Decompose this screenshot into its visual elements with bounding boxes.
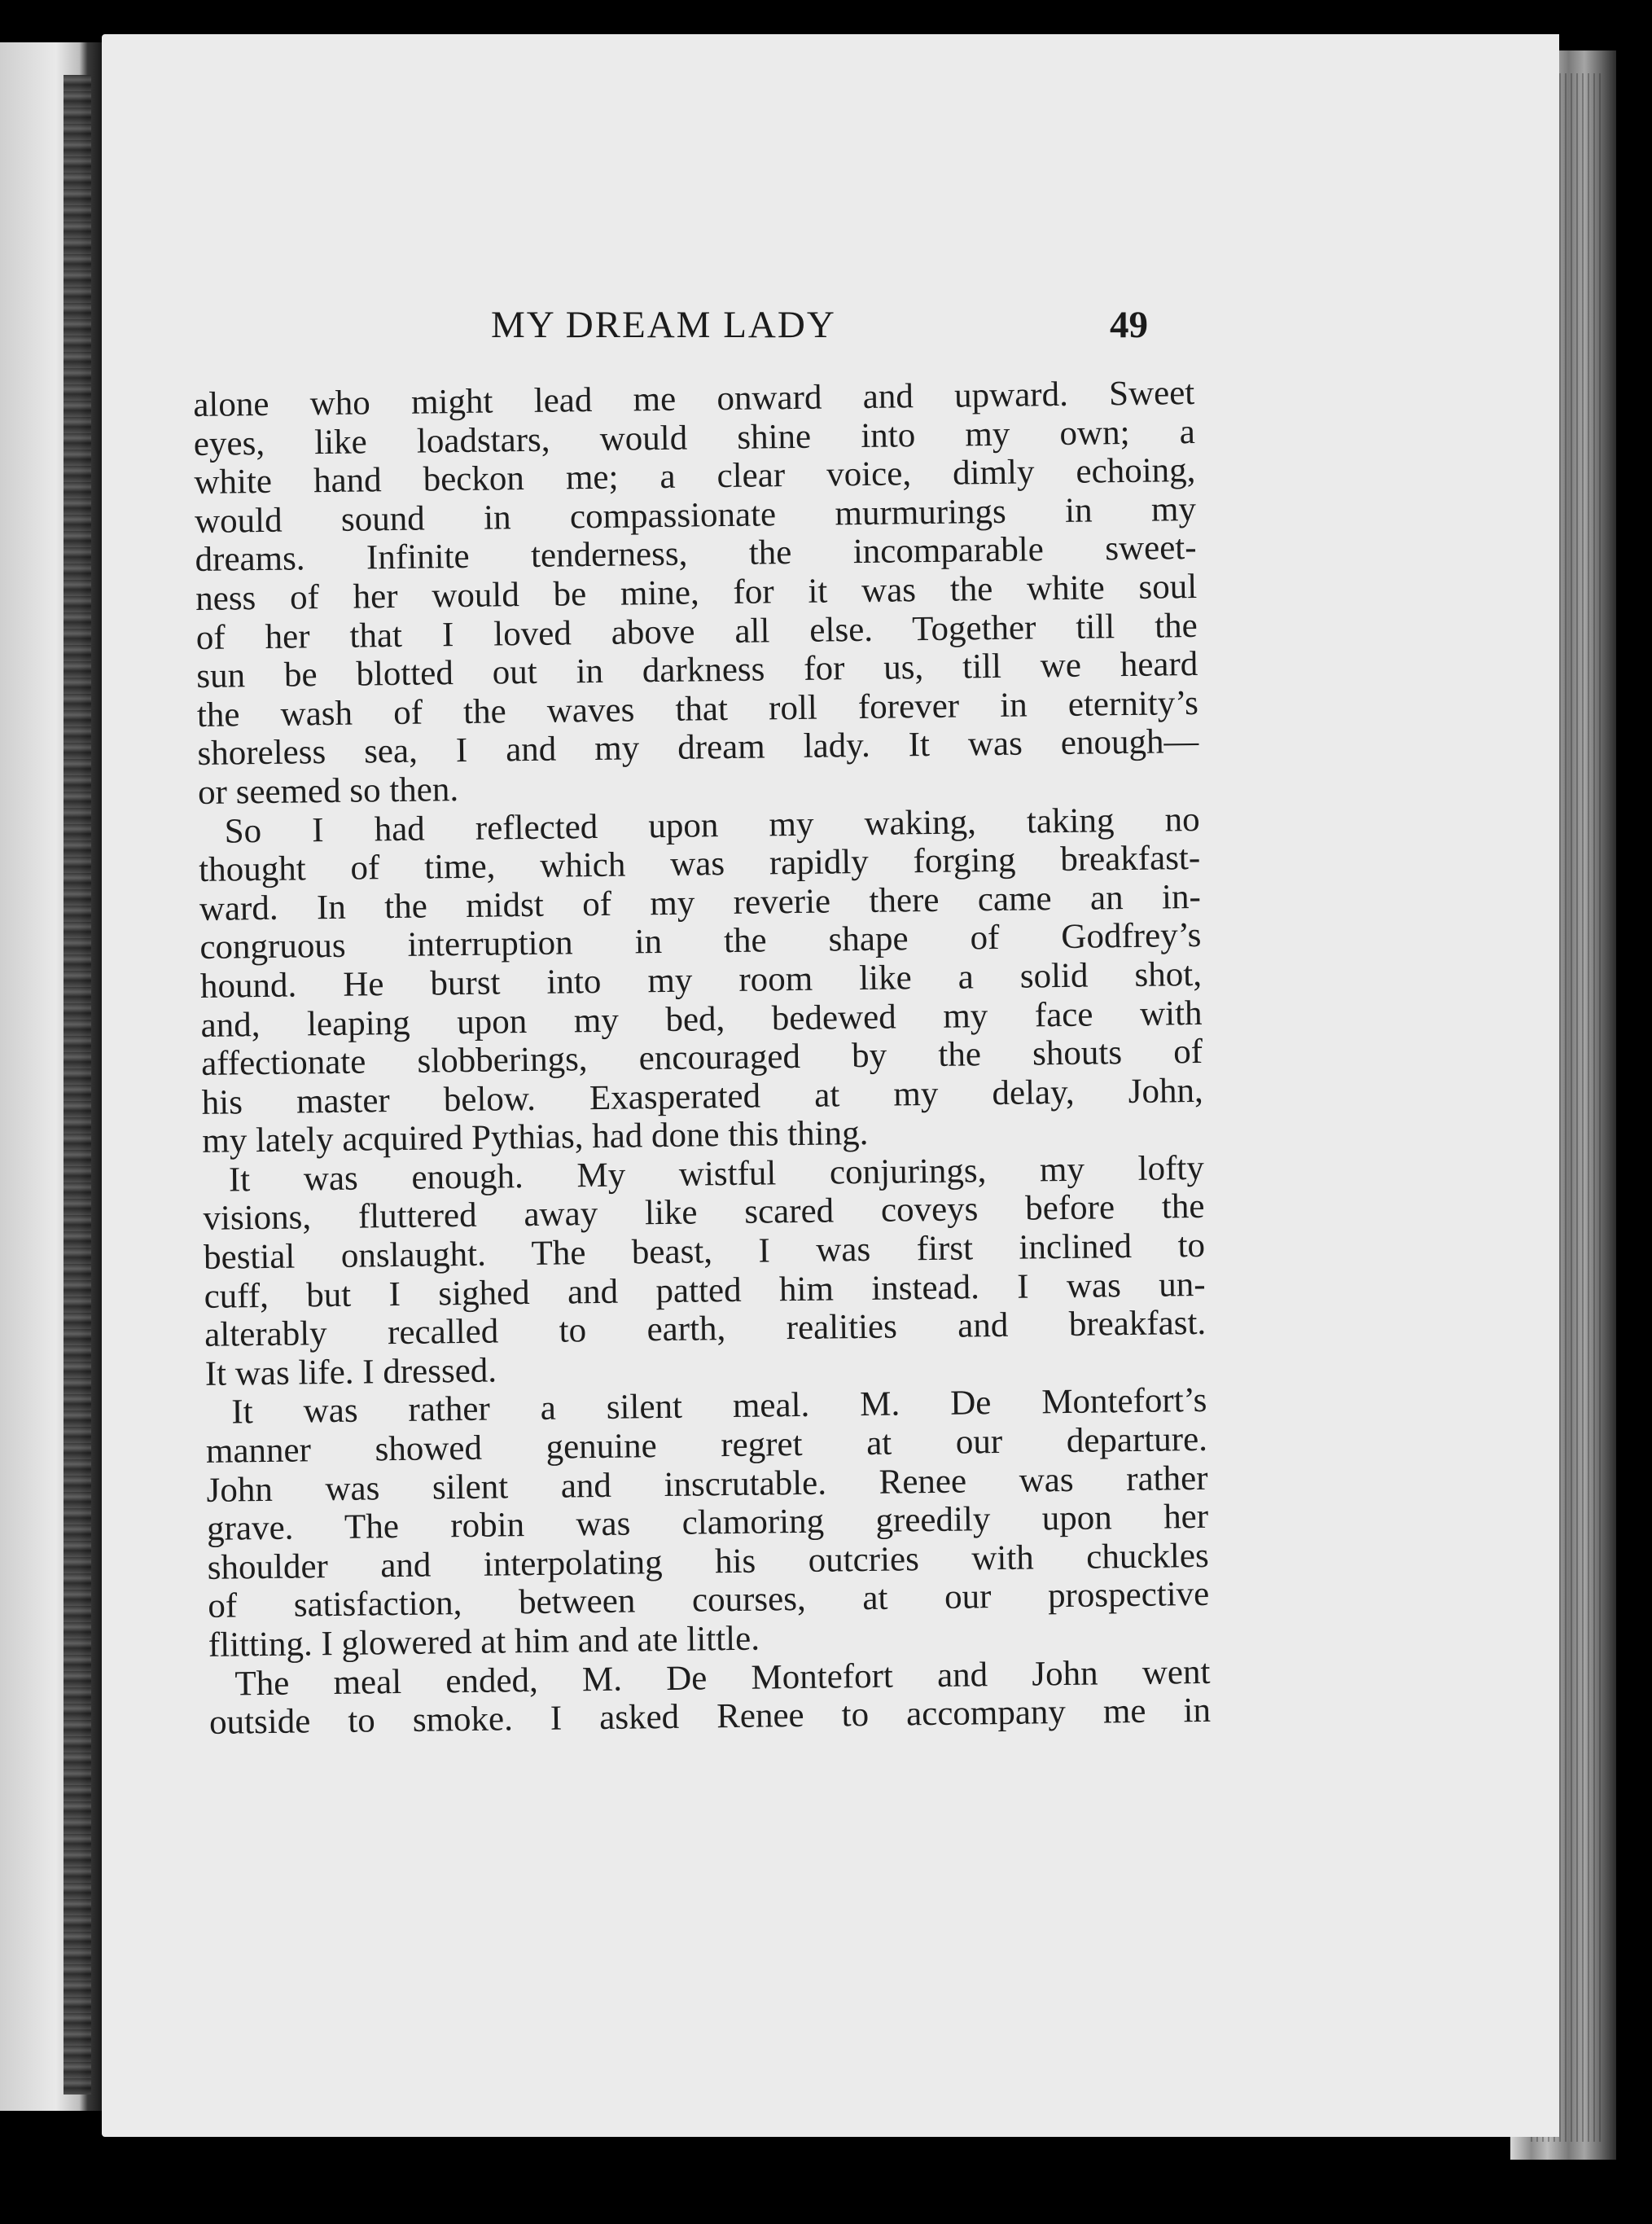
text-line: shoulder and interpolating his outcries with chuckles bbox=[207, 1536, 1209, 1587]
text-line: the wash of the waves that roll forever in eternity’s bbox=[196, 683, 1199, 735]
text-line: or seemed so then. bbox=[197, 770, 459, 812]
text-line: It was enough. My wistful conjurings, my lofty bbox=[228, 1148, 1205, 1200]
text-line: ness of her would be mine, for it was the white soul bbox=[195, 567, 1198, 618]
text-line: of satisfaction, between courses, at our prospective bbox=[208, 1575, 1210, 1626]
text-line: So I had reflected upon my waking, taking no bbox=[224, 800, 1200, 851]
text-line: The meal ended, M. De Montefort and John went bbox=[234, 1652, 1211, 1704]
text-line: It was rather a silent meal. M. De Montefort’s bbox=[231, 1381, 1207, 1432]
text-line: shoreless sea, I and my dream lady. It was enough— bbox=[197, 722, 1199, 774]
text-line: thought of time, which was rapidly forging breakfast- bbox=[198, 839, 1201, 890]
text-line: visions, fluttered away like scared coveys before the bbox=[203, 1187, 1205, 1239]
body-text bbox=[193, 374, 1211, 1743]
text-line: and, leaping upon my bed, bedewed my face with bbox=[200, 994, 1203, 1045]
text-line: bestial onslaught. The beast, I was first inclined to bbox=[203, 1226, 1206, 1277]
text-line: his master below. Exasperated at my delay, John, bbox=[201, 1071, 1203, 1122]
text-line: dreams. Infinite tenderness, the incomparable sweet- bbox=[195, 529, 1197, 580]
text-line: sun be blotted out in darkness for us, till we heard bbox=[196, 645, 1198, 696]
text-line: cuff, but I sighed and patted him instead. I was un- bbox=[204, 1265, 1206, 1316]
text-line: affectionate slobberings, encouraged by the shouts of bbox=[200, 1033, 1203, 1084]
running-head: MY DREAM LADY bbox=[491, 304, 836, 346]
text-line: alterably recalled to earth, realities and breakfast. bbox=[204, 1304, 1207, 1355]
text-line: grave. The robin was clamoring greedily upon her bbox=[206, 1498, 1209, 1549]
text-line: white hand beckon me; a clear voice, dimly echoing, bbox=[194, 451, 1196, 502]
text-line: my lately acquired Pythias, had done this thing. bbox=[202, 1114, 869, 1161]
page-number: 49 bbox=[1110, 304, 1148, 346]
text-line: hound. He burst into my room like a solid shot, bbox=[199, 954, 1203, 1006]
book-page bbox=[102, 34, 1559, 2137]
text-line: alone who might lead me onward and upward. Sweet bbox=[193, 373, 1195, 424]
text-line: eyes, like loadstars, would shine into my own; a bbox=[193, 412, 1196, 463]
page-header bbox=[102, 303, 1559, 368]
text-line: congruous interruption in the shape of Godfrey’s bbox=[199, 916, 1202, 967]
text-line: outside to smoke. I asked Renee to accompany me in bbox=[208, 1691, 1212, 1743]
text-line: flitting. I glowered at him and ate little. bbox=[208, 1619, 760, 1665]
text-line: would sound in compassionate murmurings in my bbox=[194, 489, 1197, 541]
text-line: ward. In the midst of my reverie there came an in- bbox=[199, 877, 1202, 928]
text-line: manner showed genuine regret at our departure. bbox=[205, 1419, 1208, 1471]
text-line: John was silent and inscrutable. Renee was rather bbox=[206, 1459, 1208, 1510]
text-line: of her that I loved above all else. Together till the bbox=[195, 606, 1198, 657]
binding-gutter bbox=[64, 75, 91, 2095]
facing-page-edge bbox=[0, 42, 102, 2111]
text-line: It was life. I dressed. bbox=[204, 1351, 497, 1393]
